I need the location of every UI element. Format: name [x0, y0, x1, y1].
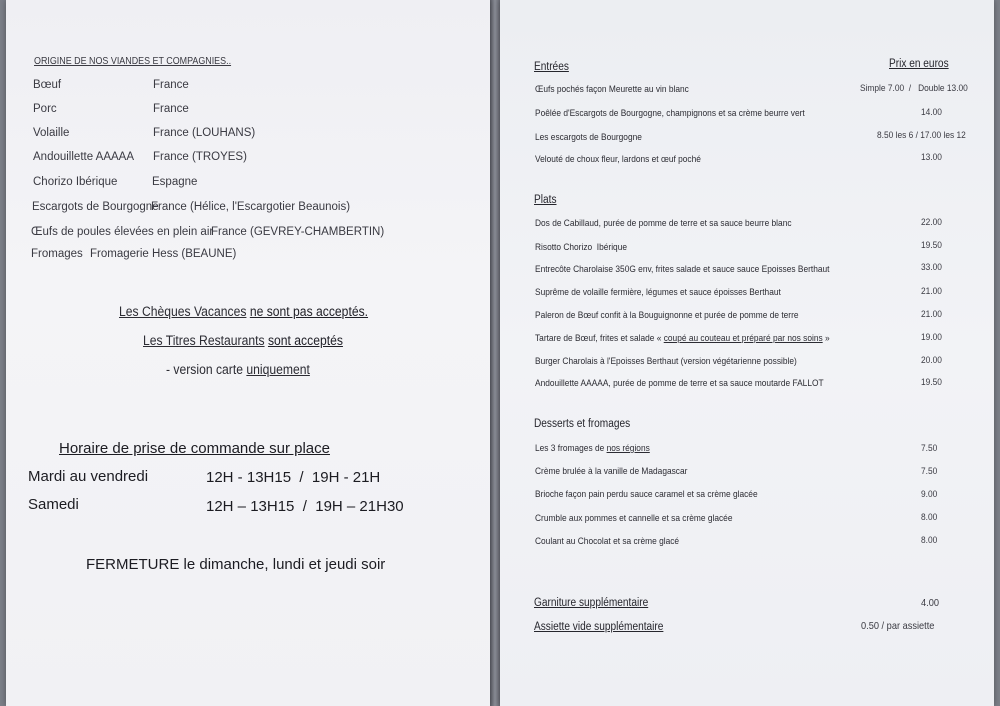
- menu-item-price: Simple 7.00 / Double 13.00: [860, 83, 968, 94]
- menu-item-price: 8.00: [921, 535, 938, 546]
- menu-item-price: 33.00: [921, 262, 942, 273]
- menu-item-name: Crème brulée à la vanille de Madagascar: [535, 466, 688, 477]
- menu-item-price: 8.00: [921, 512, 938, 523]
- menu-item-name: Œufs pochés façon Meurette au vin blanc: [535, 84, 689, 95]
- section-entrees-title: Entrées: [534, 61, 569, 73]
- origin-item: Volaille: [33, 127, 70, 139]
- horaire-title: Horaire de prise de commande sur place: [59, 440, 330, 457]
- origin-country: France (LOUHANS): [153, 127, 256, 139]
- extra-item-price: 4.00: [921, 597, 939, 609]
- menu-item-name: Crumble aux pommes et cannelle et sa crème glacée: [535, 513, 733, 524]
- hours-days: Samedi: [28, 496, 79, 513]
- origin-country: France (Hélice, l'Escargotier Beaunois): [151, 201, 351, 213]
- origin-item: Andouillette AAAAA: [33, 151, 135, 163]
- section-plats-title: Plats: [534, 194, 557, 206]
- menu-item-name: Tartare de Bœuf, frites et salade « coupé au couteau et préparé par nos soins »: [535, 333, 830, 344]
- origin-item: Œufs de poules élevées en plein air: [31, 226, 214, 238]
- menu-item-price: 9.00: [921, 489, 938, 500]
- menu-item-name: Dos de Cabillaud, purée de pomme de terre et sa sauce beurre blanc: [535, 218, 792, 229]
- extra-item-price: 0.50 / par assiette: [861, 620, 935, 632]
- menu-item-name: Entrecôte Charolaise 350G env, frites salade et sauce sauce Epoisses Berthaut: [535, 264, 830, 275]
- menu-item-price: 7.50: [921, 443, 938, 454]
- menu-item-name: Risotto Chorizo Ibérique: [535, 242, 628, 253]
- menu-item-name: Suprême de volaille fermière, légumes et sauce époisses Berthaut: [535, 287, 781, 298]
- menu-item-price: 19.50: [921, 377, 942, 388]
- right-menu-sheet: [500, 0, 994, 706]
- menu-item-price: 21.00: [921, 309, 942, 320]
- origin-country: France (TROYES): [153, 151, 247, 163]
- origin-title: ORIGINE DE NOS VIANDES ET COMPAGNIES..: [34, 55, 232, 67]
- menu-item-price: 22.00: [921, 217, 942, 228]
- origin-item: Chorizo Ibérique: [33, 176, 118, 188]
- origin-country: Espagne: [152, 176, 198, 188]
- menu-item-price: 14.00: [921, 107, 942, 118]
- menu-item-name: Paleron de Bœuf confit à la Bouguignonne et purée de pomme de terre: [535, 310, 799, 321]
- hours-days: Mardi au vendredi: [28, 468, 149, 485]
- fermeture-note: FERMETURE le dimanche, lundi et jeudi soir: [86, 556, 386, 573]
- menu-item-price: 7.50: [921, 466, 938, 477]
- menu-item-name: Brioche façon pain perdu sauce caramel et sa crème glacée: [535, 489, 758, 500]
- menu-item-name: Velouté de choux fleur, lardons et œuf poché: [535, 154, 701, 165]
- menu-item-name: Les escargots de Bourgogne: [535, 132, 642, 143]
- menu-item-price: 20.00: [921, 355, 942, 366]
- prix-header: Prix en euros: [889, 58, 949, 70]
- version-carte-note: - version carte uniquement: [166, 362, 310, 377]
- titres-restaurants-note: Les Titres Restaurants sont acceptés: [143, 333, 343, 348]
- menu-item-price: 21.00: [921, 286, 942, 297]
- origin-country: France (GEVREY-CHAMBERTIN): [211, 226, 385, 238]
- menu-item-name: Coulant au Chocolat et sa crème glacé: [535, 536, 680, 547]
- extra-item-name: Assiette vide supplémentaire: [534, 621, 664, 633]
- menu-item-price: 13.00: [921, 152, 942, 163]
- menu-item-price: 19.50: [921, 240, 942, 251]
- origin-country: France: [153, 103, 189, 115]
- origin-item: Bœuf: [33, 79, 62, 91]
- origin-item: Porc: [33, 103, 57, 115]
- extra-item-name: Garniture supplémentaire: [534, 597, 649, 609]
- origin-item: Fromages: [31, 248, 83, 260]
- menu-item-name: Burger Charolais à l'Epoisses Berthaut (version végétarienne possible): [535, 356, 797, 367]
- hours-times: 12H - 13H15 / 19H - 21H: [206, 469, 381, 486]
- menu-item-name: Poêlée d'Escargots de Bourgogne, champignons et sa crème beurre vert: [535, 108, 805, 119]
- origin-country: Fromagerie Hess (BEAUNE): [90, 248, 237, 260]
- section-desserts-title: Desserts et fromages: [534, 418, 631, 430]
- hours-times: 12H – 13H15 / 19H – 21H30: [206, 498, 404, 515]
- menu-item-price: 8.50 les 6 / 17.00 les 12: [877, 130, 966, 141]
- menu-item-price: 19.00: [921, 332, 942, 343]
- origin-country: France: [153, 79, 189, 91]
- origin-item: Escargots de Bourgogne: [32, 201, 159, 213]
- menu-item-name: Les 3 fromages de nos régions: [535, 443, 650, 454]
- cheques-vacances-note: Les Chèques Vacances ne sont pas acceptés.: [119, 304, 369, 319]
- left-menu-sheet: [6, 0, 490, 706]
- page-fold: [490, 0, 500, 706]
- menu-item-name: Andouillette AAAAA, purée de pomme de terre et sa sauce moutarde FALLOT: [535, 378, 824, 389]
